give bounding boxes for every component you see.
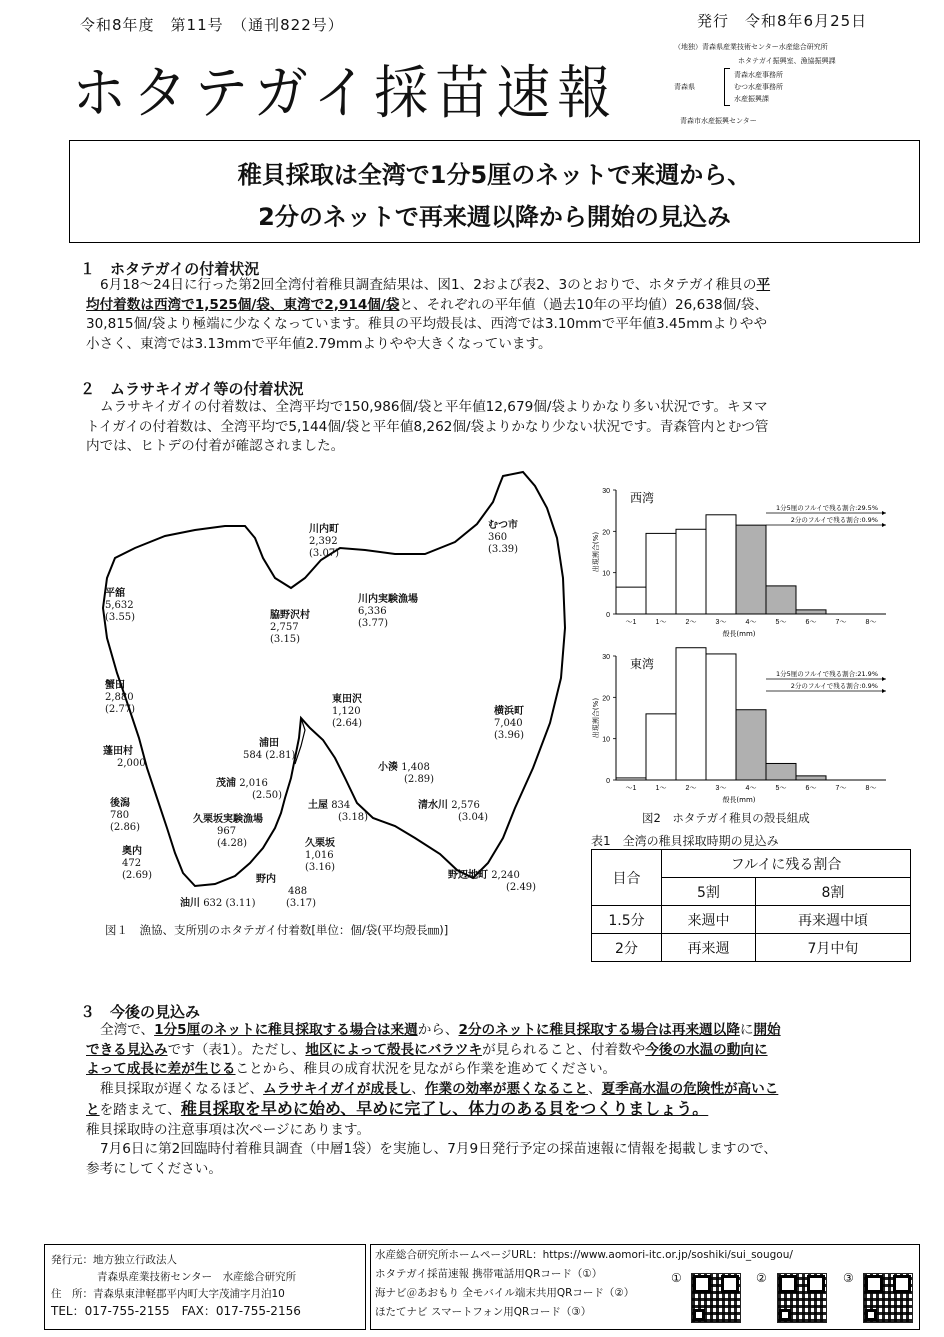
chart-east-bay (590, 644, 920, 809)
site-kuribayashi: 久栗坂 1,016 (3.16) (305, 838, 336, 873)
qr-code-icon[interactable] (691, 1273, 741, 1323)
footer-qr-label-1: ホタテガイ採苗速報 携帯電話用QRコード（①） (375, 1268, 603, 1280)
issue-number: 令和8年度 第11号 （通刊822号） (80, 16, 344, 34)
table-cell: 再来週 (662, 934, 756, 962)
x-axis-label: 殻長(mm) (722, 630, 756, 638)
y-axis-label: 出現割合(%) (592, 531, 600, 573)
y-tick-label: 30 (602, 488, 610, 495)
y-tick-label: 20 (602, 695, 610, 703)
chart-annotation: 2分のフルイで残る割合:0.9% (790, 682, 878, 690)
site-yomogita: 蓬田村 2,000 (103, 746, 146, 769)
site-kanita: 蟹田 2,880 (2.77) (105, 680, 136, 715)
table-head-50pct: 5割 (662, 878, 756, 906)
site-mutsu: むつ市 360 (3.39) (488, 520, 519, 555)
histogram-bar (616, 587, 646, 614)
y-tick-label: 10 (602, 570, 610, 578)
x-tick-label: ～1 (625, 785, 637, 792)
site-yokohama: 横浜町 7,040 (3.96) (494, 706, 525, 741)
section-3-body: 全湾で、1分5厘のネットに稚貝採取する場合は来週から、2分のネットに稚貝採取する場合は再来週以降に開始 できる見込みです（表1）。ただし、地区によって殻長にバラツキが見られること、付着数や今後の水温の動向に よって成長に差が生じることから、稚貝の成育状況を見ながら作業を進めてください。 稚貝採取が遅くなるほど、ムラサキイガイが成長し、作業の効率が悪くなること、夏季高水温の危険性が高いこ とを踏まえて、稚貝採取を早めに始め、早めに完了し、体力のある貝をつくりましょう。 稚貝採取時の注意事項は次ページにあります。 7月6日に第2回臨時付着稚貝調査（中層1袋）を実施し、7月9日発行予定の採苗速報に情報を掲載しますので、 参考にしてください。 (86, 1022, 781, 1177)
x-tick-label: 8～ (865, 619, 877, 626)
chart-title: 東湾 (630, 657, 655, 671)
section-3-heading: ３ 今後の見込み (80, 1003, 201, 1021)
qr-number-3: ③ (843, 1271, 854, 1285)
histogram-bar (706, 654, 736, 780)
x-tick-label: 4～ (745, 785, 757, 792)
y-tick-label: 10 (602, 736, 610, 744)
x-tick-label: 8～ (865, 785, 877, 792)
site-wakinosawa: 脇野沢村 2,757 (3.15) (270, 610, 310, 645)
footer-qr-label-3: ほたてナビ スマートフォン用QRコード（③） (375, 1306, 592, 1318)
table-row (592, 906, 911, 934)
y-tick-label: 0 (606, 778, 610, 785)
histogram-bar (706, 515, 736, 614)
footer-phone: TEL：017-755-2155 FAX：017-755-2156 (51, 1304, 301, 1318)
annotation-arrowhead (882, 677, 886, 681)
table-head-80pct: 8割 (755, 878, 910, 906)
histogram-bar (766, 763, 796, 780)
section-1-body: 6月18～24日に行った第2回全湾付着稚貝調査結果は、図1、2および表2、3のとおりで、ホタテガイ稚貝の平 均付着数は西湾で1,525個/袋、東湾で2,914個/袋と、それぞれの平年値（過去10年の平均値）26,638個/袋、 30,815個/袋より極端に少なくなっています。稚貝の平均殻長は、西湾では3.10mmで平年値3.45mmよりやや 小さく、東湾では3.13mmで平年値2.79mmよりやや大きくなっています。 (86, 277, 771, 352)
headline-line-1: 稚貝採取は全湾で1分5厘のネットで来週から、 (237, 161, 752, 189)
x-tick-label: 7～ (835, 619, 847, 626)
figure-2-caption: 図2 ホタテガイ稚貝の殻長組成 (642, 811, 810, 825)
table-head-ratio: フルイに残る割合 (662, 850, 911, 878)
site-okunai: 奥内 472 (2.69) (122, 846, 153, 881)
table-head-mesh: 目合 (592, 850, 662, 906)
x-tick-label: 3～ (715, 785, 727, 792)
harvest-timing-table (591, 849, 911, 962)
section-1-heading: １ ホタテガイの付着状況 (80, 260, 260, 278)
histogram-bar (736, 710, 766, 780)
site-noheji: 野辺地町 2,240 (2.49) (448, 870, 537, 893)
annotation-arrowhead (882, 523, 886, 527)
x-tick-label: 5～ (775, 785, 787, 792)
histogram-bar (736, 525, 766, 614)
qr-code-icon[interactable] (777, 1273, 827, 1323)
chart-annotation: 2分のフルイで残る割合:0.9% (790, 516, 878, 524)
headline-box (69, 140, 920, 243)
site-aburakawa: 油川 632 (3.11) (180, 898, 256, 909)
histogram-bar (616, 778, 646, 780)
y-tick-label: 30 (602, 654, 610, 661)
x-tick-label: 7～ (835, 785, 847, 792)
site-shimizugawa: 清水川 2,576 (3.04) (418, 800, 489, 823)
histogram-bar (646, 714, 676, 780)
footer-publisher-box (44, 1244, 366, 1330)
table-row (592, 934, 911, 962)
figure-1-caption: 図１ 漁協、支所別のホタテガイ付着数[単位：個/袋(平均殻長㎜)] (105, 923, 449, 937)
publisher-prefix: 青森県 (674, 83, 695, 91)
x-tick-label: 1～ (655, 619, 667, 626)
table-cell: 来週中 (662, 906, 756, 934)
y-tick-label: 20 (602, 529, 610, 537)
qr-code-icon[interactable] (863, 1273, 913, 1323)
publisher-line-2: ホタテガイ振興室、漁協振興課 (738, 57, 836, 65)
site-kawauchi-experiment: 川内実験漁場 6,336 (3.77) (358, 594, 418, 629)
site-nonai: 野内 488 (3.17) (256, 874, 317, 909)
x-tick-label: 2～ (685, 619, 697, 626)
publisher-bracket (724, 68, 730, 106)
annotation-arrowhead (882, 511, 886, 515)
footer-links-box (370, 1244, 920, 1330)
x-tick-label: 2～ (685, 785, 697, 792)
table-cell: 7月中旬 (755, 934, 910, 962)
histogram-bar (796, 610, 826, 614)
site-tairadate: 平舘 5,632 (3.55) (105, 588, 136, 623)
histogram-bar (676, 529, 706, 614)
site-tsuchiya: 土屋 834 (3.18) (308, 800, 369, 823)
site-kuribayashi-experiment: 久栗坂実験漁場 967 (4.28) (193, 814, 263, 849)
histogram-bar (766, 586, 796, 614)
site-urata: 浦田 584 (2.81) (243, 738, 296, 761)
x-axis-label: 殻長(mm) (722, 796, 756, 804)
publisher-line-4: むつ水産事務所 (734, 83, 783, 91)
table-1-caption: 表1 全湾の稚貝採取時期の見込み (591, 834, 779, 848)
chart-annotation: 1分5厘のフルイで残る割合:21.9% (775, 670, 878, 678)
site-higashitazawa: 東田沢 1,120 (2.64) (332, 694, 363, 729)
table-cell: 再来週中頃 (755, 906, 910, 934)
qr-number-2: ② (756, 1271, 767, 1285)
publisher-line-1: （地独）青森県産業技術センター水産総合研究所 (674, 43, 828, 51)
x-tick-label: 6～ (805, 785, 817, 792)
x-tick-label: 4～ (745, 619, 757, 626)
headline-line-2: 2分のネットで再来週以降から開始の見込み (258, 203, 731, 231)
chart-annotation: 1分5厘のフルイで残る割合:29.5% (775, 504, 878, 512)
section-2-body: ムラサキイガイの付着数は、全湾平均で150,986個/袋と平年値12,679個/袋よりかなり多い状況です。キヌマ トイガイの付着数は、全湾平均で5,144個/袋と平年値8,262個/袋よりかなり少ない状況です。青森管内とむつ管 内では、ヒトデの付着が確認されました。 (86, 399, 769, 454)
y-tick-label: 0 (606, 612, 610, 619)
homepage-url-link[interactable]: 水産総合研究所ホームページURL：https://www.aomori-itc.or.jp/soshiki/sui_sougou/ (375, 1249, 793, 1261)
histogram-bar (646, 533, 676, 614)
publisher-line-3: 青森水産事務所 (734, 71, 783, 79)
annotation-arrowhead (882, 689, 886, 693)
masthead-title: ホタテガイ採苗速報 (72, 59, 619, 127)
x-tick-label: 3～ (715, 619, 727, 626)
histogram-bar (796, 776, 826, 780)
footer-publisher: 発行元：地方独立行政法人 (51, 1254, 177, 1266)
section-2-heading: ２ ムラサキイガイ等の付着状況 (80, 380, 304, 398)
table-cell: 2分 (592, 934, 662, 962)
qr-number-1: ① (671, 1271, 682, 1285)
x-tick-label: 5～ (775, 619, 787, 626)
site-kominato: 小湊 1,408 (2.89) (378, 762, 435, 785)
site-moura: 茂浦 2,016 (2.50) (216, 778, 283, 801)
chart-west-bay (590, 478, 920, 643)
footer-organization: 青森県産業技術センター 水産総合研究所 (97, 1271, 297, 1283)
publisher-line-5: 水産振興課 (734, 95, 769, 103)
issue-date: 発行 令和8年6月25日 (697, 12, 868, 30)
table-cell: 1.5分 (592, 906, 662, 934)
x-tick-label: ～1 (625, 619, 637, 626)
y-axis-label: 出現割合(%) (592, 697, 600, 739)
publisher-line-6: 青森市水産振興センター (680, 117, 757, 125)
footer-qr-label-2: 海ナビ＠あおもり 全モバイル端末共用QRコード（②） (375, 1287, 635, 1299)
site-kawauchi: 川内町 2,392 (3.07) (309, 524, 340, 559)
x-tick-label: 6～ (805, 619, 817, 626)
footer-address: 住 所：青森県東津軽郡平内町大字茂浦字月泊10 (51, 1288, 285, 1300)
x-tick-label: 1～ (655, 785, 667, 792)
chart-title: 西湾 (630, 491, 655, 505)
site-ushirogata: 後潟 780 (2.86) (110, 798, 141, 833)
histogram-bar (676, 648, 706, 780)
